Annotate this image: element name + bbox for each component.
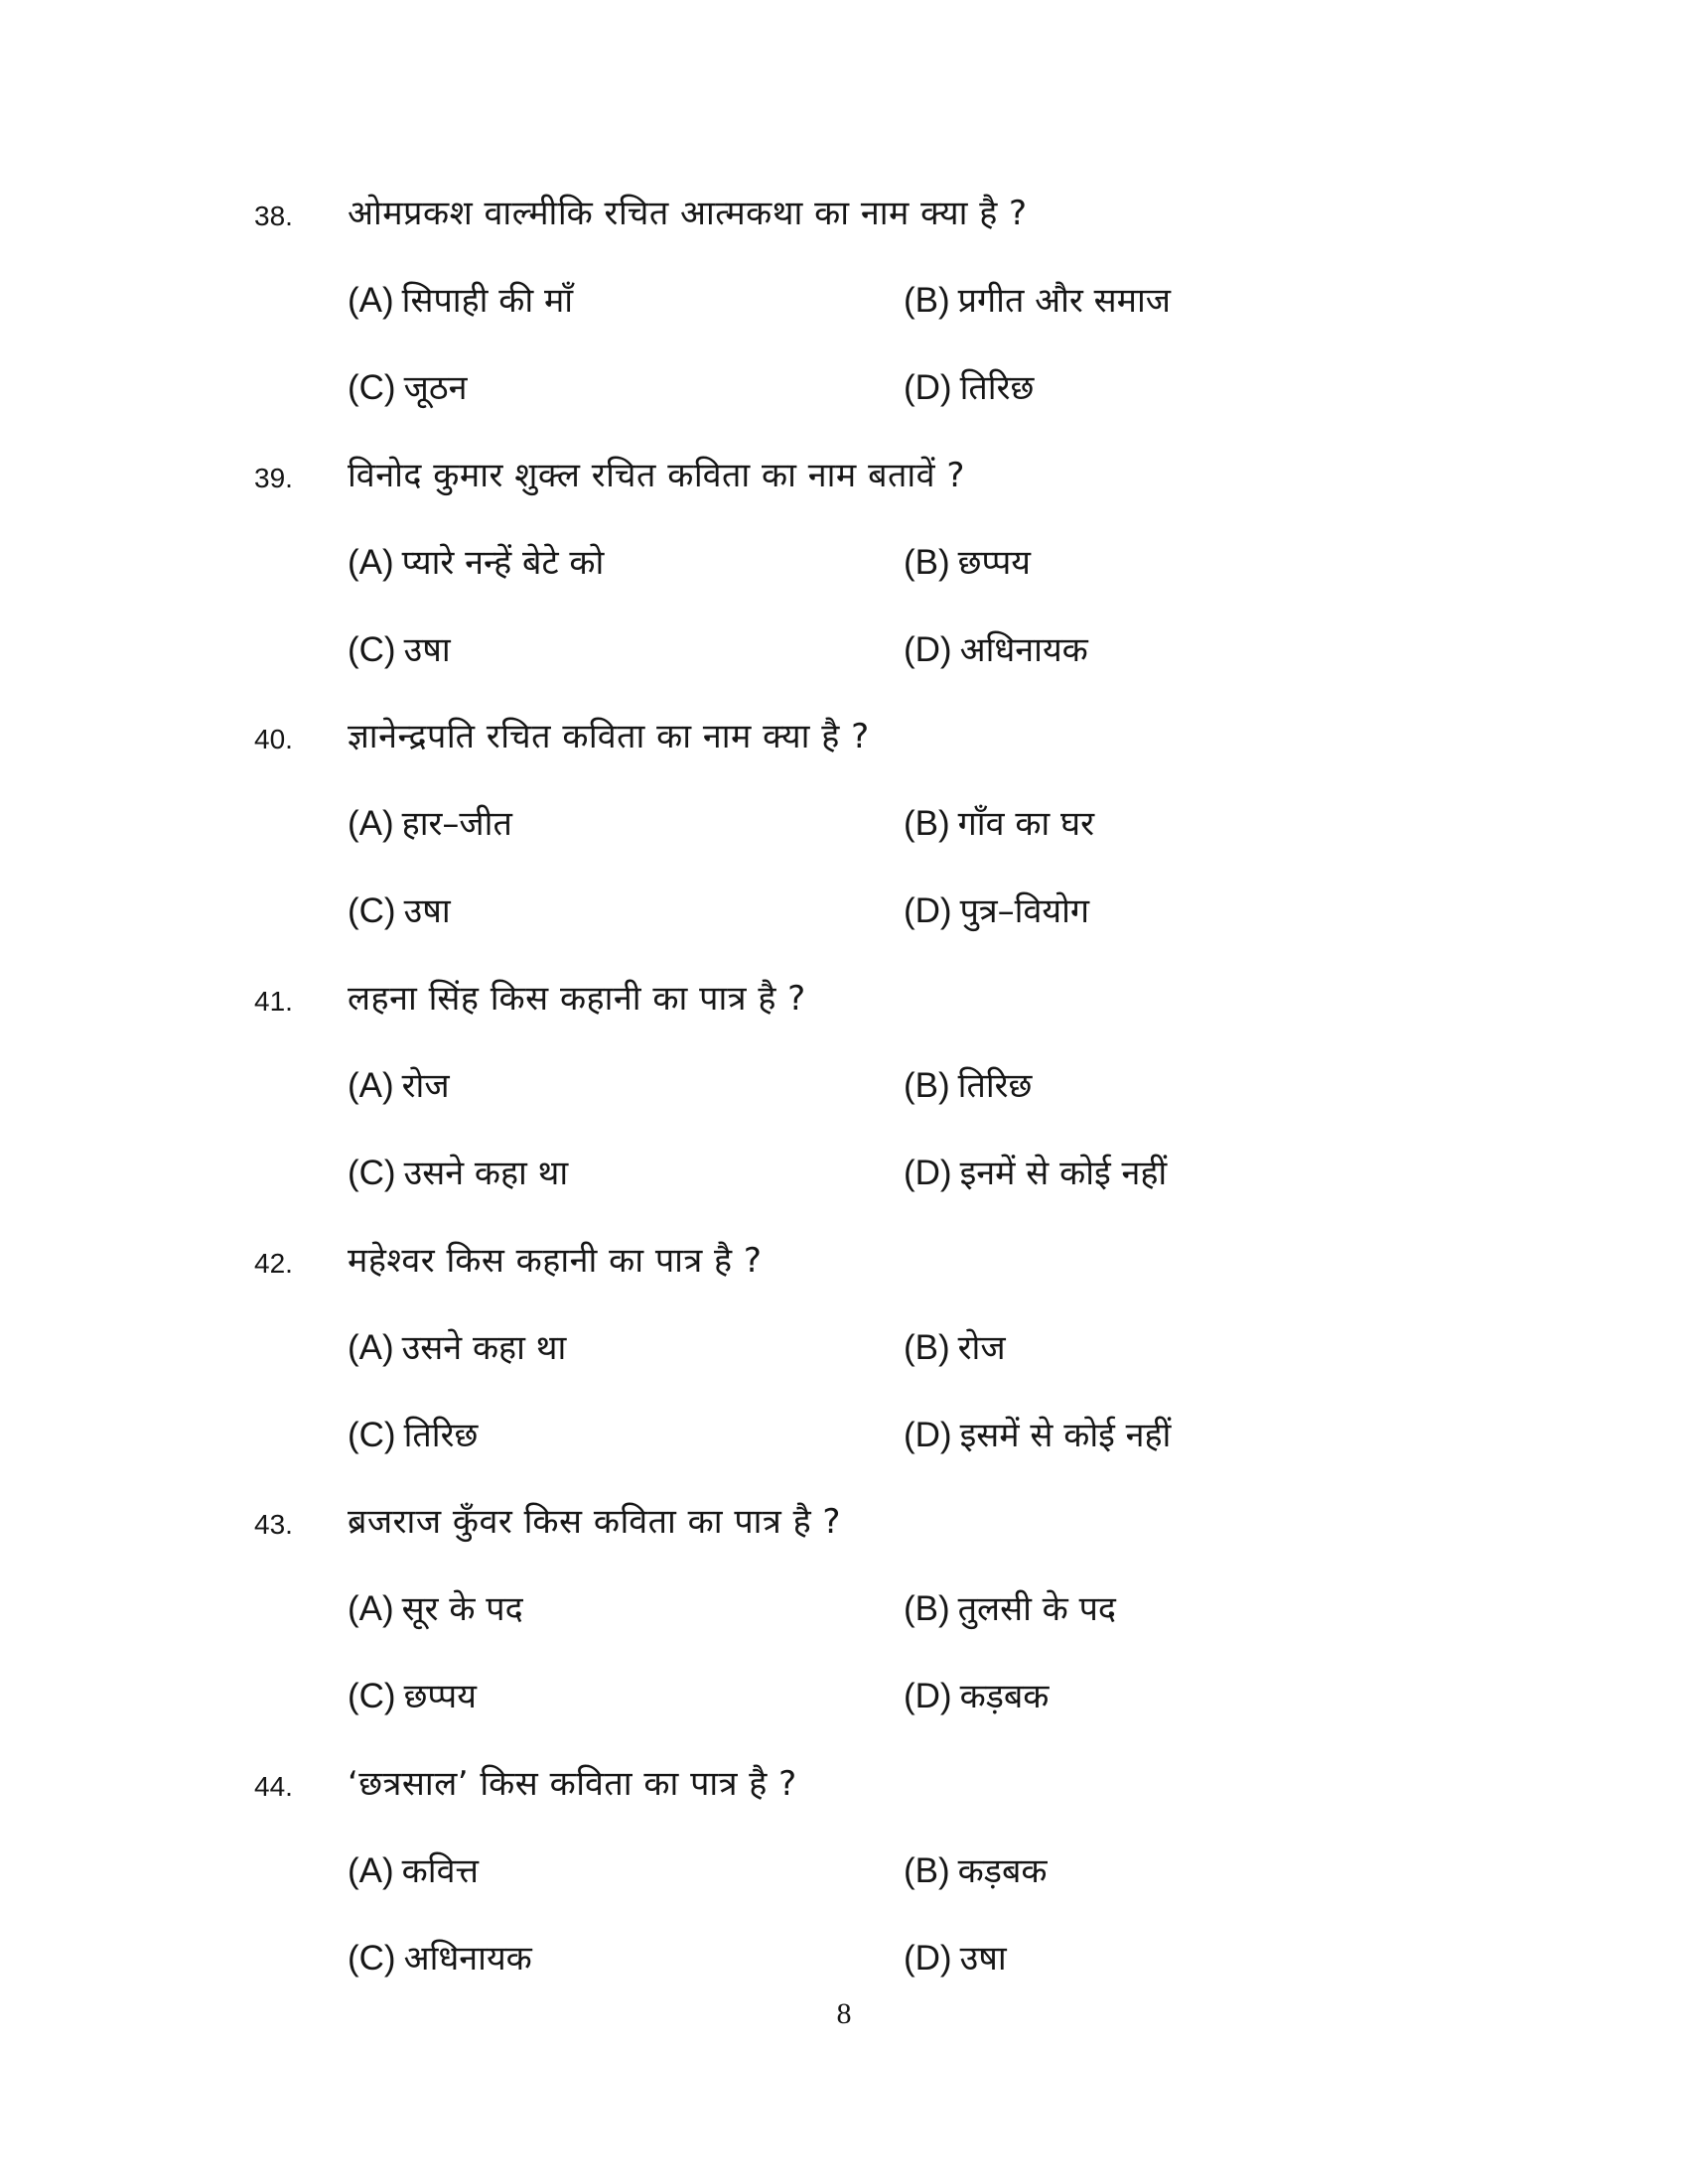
option-b [904, 1846, 1047, 1892]
option-label: (C) [348, 1416, 396, 1454]
question-number: 44. [254, 1771, 293, 1802]
option-b [904, 538, 1031, 584]
option-label: (A) [348, 543, 394, 582]
option-a [348, 538, 604, 584]
question-42 [0, 1228, 1688, 1491]
option-c [348, 1934, 532, 1979]
option-label: (B) [904, 804, 950, 843]
option-label: (D) [904, 368, 952, 407]
option-text: सूर के पद [401, 1589, 523, 1629]
option-text: पुत्र–वियोग [959, 891, 1090, 931]
question-text: ज्ञानेन्द्रपति रचित कविता का नाम क्या है ? [348, 717, 870, 756]
option-text: उसने कहा था [403, 1154, 569, 1193]
option-text: तुलसी के पद [957, 1589, 1116, 1629]
question-text: लहना सिंह किस कहानी का पात्र है ? [348, 979, 806, 1019]
question-text: ‘छत्रसाल’ किस कविता का पात्र है ? [348, 1764, 797, 1804]
option-c [348, 363, 467, 409]
option-d [904, 1411, 1171, 1456]
option-a [348, 276, 573, 322]
option-text: कड़बक [959, 1677, 1050, 1716]
option-c [348, 1672, 477, 1717]
option-c [348, 1411, 478, 1456]
question-39 [0, 443, 1688, 706]
question-line [0, 443, 1688, 502]
question-line [0, 1489, 1688, 1549]
question-number: 39. [254, 463, 293, 493]
option-label: (A) [348, 1328, 394, 1367]
option-label: (B) [904, 281, 950, 320]
option-d [904, 1934, 1007, 1979]
option-b [904, 1061, 1032, 1107]
option-label: (C) [348, 1154, 396, 1192]
question-44 [0, 1751, 1688, 2014]
page-number: 8 [836, 1997, 852, 2030]
question-38 [0, 181, 1688, 444]
option-b [904, 1584, 1116, 1630]
option-label: (D) [904, 1677, 952, 1715]
option-text: जूठन [403, 368, 468, 408]
question-40 [0, 704, 1688, 967]
option-label: (C) [348, 891, 396, 930]
question-line [0, 966, 1688, 1025]
option-label: (D) [904, 630, 952, 669]
option-text: उषा [959, 1939, 1007, 1979]
question-text: ओमप्रकश वाल्मीकि रचित आत्मकथा का नाम क्या है ? [348, 194, 1028, 233]
option-d [904, 625, 1088, 671]
question-number: 43. [254, 1509, 293, 1540]
option-label: (C) [348, 630, 396, 669]
option-b [904, 1323, 1006, 1369]
option-d [904, 1149, 1167, 1194]
option-text: रोज [401, 1066, 450, 1106]
option-c [348, 625, 451, 671]
question-43 [0, 1489, 1688, 1752]
option-label: (A) [348, 1851, 394, 1890]
option-text: रोज [957, 1328, 1006, 1368]
option-c [348, 887, 451, 932]
option-a [348, 1846, 479, 1892]
option-text: कवित्त [401, 1851, 479, 1891]
option-text: उषा [403, 630, 451, 670]
option-text: छप्पय [403, 1677, 477, 1716]
option-label: (B) [904, 1589, 950, 1628]
option-text: तिरिछ [957, 1066, 1033, 1106]
option-label: (A) [348, 1589, 394, 1628]
option-a [348, 799, 512, 845]
option-b [904, 276, 1171, 322]
question-line [0, 1228, 1688, 1288]
question-text: विनोद कुमार शुक्ल रचित कविता का नाम बतावें ? [348, 456, 965, 495]
option-label: (C) [348, 368, 396, 407]
option-text: इनमें से कोई नहीं [959, 1154, 1168, 1193]
option-label: (B) [904, 543, 950, 582]
option-a [348, 1584, 523, 1630]
option-b [904, 799, 1094, 845]
option-label: (D) [904, 891, 952, 930]
option-text: अधिनायक [959, 630, 1088, 670]
option-label: (D) [904, 1939, 952, 1978]
option-label: (D) [904, 1154, 952, 1192]
option-a [348, 1323, 566, 1369]
option-text: छप्पय [957, 543, 1031, 583]
option-label: (B) [904, 1851, 950, 1890]
option-text: कड़बक [957, 1851, 1048, 1891]
option-text: तिरिछ [959, 368, 1035, 408]
option-d [904, 1672, 1049, 1717]
option-d [904, 363, 1034, 409]
option-text: गाँव का घर [957, 804, 1095, 844]
option-label: (D) [904, 1416, 952, 1454]
option-text: तिरिछ [403, 1416, 479, 1455]
option-text: हार–जीत [401, 804, 512, 844]
option-label: (C) [348, 1677, 396, 1715]
question-line [0, 1751, 1688, 1811]
question-number: 42. [254, 1248, 293, 1279]
question-number: 38. [254, 201, 293, 231]
option-label: (A) [348, 1066, 394, 1105]
question-text: ब्रजराज कुँवर किस कविता का पात्र है ? [348, 1502, 841, 1542]
question-41 [0, 966, 1688, 1229]
option-text: उसने कहा था [401, 1328, 567, 1368]
option-text: प्यारे नन्हें बेटे को [401, 543, 605, 583]
option-d [904, 887, 1089, 932]
option-a [348, 1061, 450, 1107]
option-label: (B) [904, 1066, 950, 1105]
option-text: अधिनायक [403, 1939, 532, 1979]
question-line [0, 704, 1688, 763]
option-label: (A) [348, 281, 394, 320]
question-number: 40. [254, 724, 293, 754]
option-label: (B) [904, 1328, 950, 1367]
question-line [0, 181, 1688, 240]
option-label: (A) [348, 804, 394, 843]
question-text: महेश्वर किस कहानी का पात्र है ? [348, 1241, 763, 1281]
option-c [348, 1149, 568, 1194]
option-text: सिपाही की माँ [401, 281, 574, 321]
option-text: प्रगीत और समाज [957, 281, 1171, 321]
option-text: इसमें से कोई नहीं [959, 1416, 1172, 1455]
option-label: (C) [348, 1939, 396, 1978]
question-number: 41. [254, 986, 293, 1017]
option-text: उषा [403, 891, 451, 931]
